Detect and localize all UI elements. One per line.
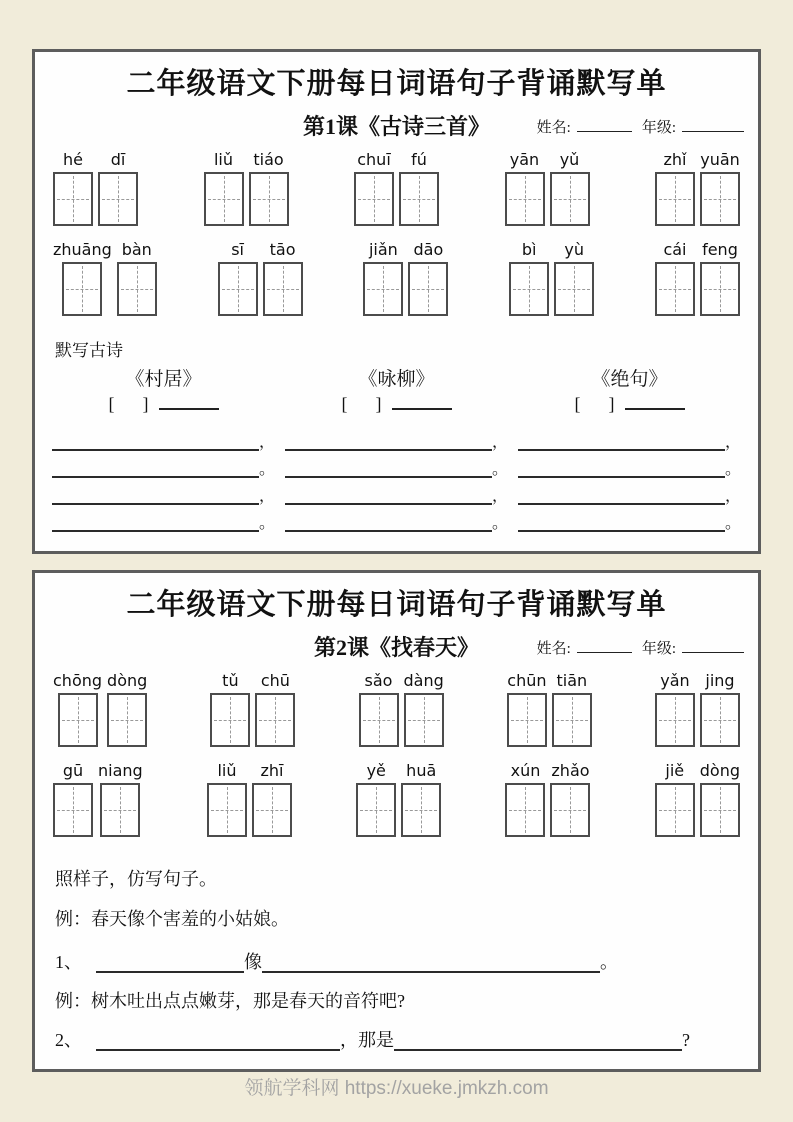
poem-title: 《咏柳》 [358,369,435,390]
pinyin-label: yuān [700,150,740,169]
character-cell [107,671,147,747]
dictation-blank [285,460,492,478]
character-cell [507,671,547,747]
author-bracket-row [280,394,513,422]
poem-title: 《村居》 [125,369,202,390]
author-blank [392,395,452,410]
name-grade-fields [537,637,744,658]
dictation-line-cell [47,451,280,478]
pinyin-label: huā [406,761,437,780]
page-title: 二年级语文下册每日词语句子背诵默写单 [126,68,667,100]
pinyin-label: zhǐ [663,150,687,169]
pinyin-label: xún [510,761,541,780]
dictation-line-row [47,451,746,478]
line-punct: 。 [492,461,509,478]
word-group [53,761,143,837]
tianzige-writing-box [363,262,403,316]
character-cell [505,761,545,837]
tianzige-writing-box [408,262,448,316]
question-number: 2、 [55,1030,82,1050]
pinyin-label: jiě [665,761,685,780]
author-blank [625,395,685,410]
pinyin-label: jing [705,671,735,690]
lesson-title: 第2课《找春天》 [313,635,479,660]
tianzige-writing-box [655,262,695,316]
dictation-line-cell [513,478,746,505]
tianzige-writing-box [210,693,250,747]
sentence-punct: ? [682,1030,690,1050]
page-title: 二年级语文下册每日词语句子背诵默写单 [126,589,667,621]
tianzige-writing-box [207,783,247,837]
tianzige-writing-box [53,783,93,837]
tianzige-writing-box [401,783,441,837]
character-cell [249,150,289,226]
tianzige-writing-box [655,693,695,747]
answer-blank [96,953,244,973]
author-bracket-row [513,394,746,422]
pinyin-label: yù [564,240,584,259]
character-cell [207,761,247,837]
pinyin-label: hé [63,150,83,169]
character-cell [354,150,394,226]
tianzige-writing-box [117,262,157,316]
pinyin-label: fú [411,150,427,169]
word-group [53,240,157,316]
pinyin-label: jiǎn [368,240,398,259]
dictation-blank [52,514,259,532]
pinyin-label: sī [231,240,244,259]
character-cell [655,150,695,226]
character-cell [401,761,441,837]
question-row-2 [55,1025,738,1051]
grade-label: 年级: [641,641,676,657]
dictation-line-cell [47,424,280,451]
pinyin-label: liǔ [217,761,237,780]
dictation-line-cell [280,478,513,505]
tianzige-writing-box [655,172,695,226]
answer-blank [394,1031,682,1051]
word-group [363,240,448,316]
character-cell [700,240,740,316]
character-cell [509,240,549,316]
character-cell [359,671,399,747]
tianzige-writing-box [700,693,740,747]
example-sentence-1: 例：春天像个害羞的小姑娘。 [55,909,289,929]
character-cell [700,671,740,747]
dictation-line-row [47,505,746,532]
pinyin-label: tāo [269,240,296,259]
pinyin-label: dàng [403,671,444,690]
character-cell [700,150,740,226]
character-cell [363,240,403,316]
dictation-line-cell [513,505,746,532]
line-punct: ， [259,434,276,451]
pinyin-label: dòng [107,671,148,690]
name-label: 姓名: [536,641,571,657]
character-cell [399,150,439,226]
line-punct: ， [725,488,742,505]
word-group [53,671,147,747]
example-sentence-2: 例：树木吐出点点嫩芽，那是春天的音符吧? [55,991,405,1011]
dictation-blank [518,433,725,451]
character-cell [98,150,138,226]
tianzige-writing-box [404,693,444,747]
character-cell [408,240,448,316]
character-cell [550,761,590,837]
character-cell [655,240,695,316]
dictation-blank [52,433,259,451]
tianzige-writing-box [53,172,93,226]
word-group [505,150,590,226]
question-number: 1、 [55,952,82,972]
name-grade-fields [537,116,744,137]
practice-prompt: 照样子，仿写句子。 [55,869,217,889]
tianzige-writing-box [554,262,594,316]
tianzige-writing-box [399,172,439,226]
worksheet-section-lesson2 [32,570,761,1072]
word-group [505,761,590,837]
pinyin-label: cái [663,240,687,259]
word-group [207,761,292,837]
dictation-line-cell [280,505,513,532]
tianzige-writing-box [700,262,740,316]
character-cell [552,671,592,747]
word-group [655,150,740,226]
dictation-line-cell [47,505,280,532]
pinyin-label: chū [260,671,290,690]
pinyin-label: dī [110,150,126,169]
poem-title: 《绝句》 [591,369,668,390]
poem-column [513,364,746,422]
grade-label: 年级: [641,120,676,136]
character-cell [210,671,250,747]
tianzige-writing-box [255,693,295,747]
dictation-line-cell [47,478,280,505]
tianzige-writing-box [252,783,292,837]
dictation-line-cell [513,424,746,451]
pinyin-label: chuī [357,150,391,169]
word-group [655,761,740,837]
name-blank [577,640,632,653]
pinyin-label: chōng [53,671,103,690]
question-row-1 [55,947,738,973]
character-cell [655,761,695,837]
word-group [218,240,303,316]
tianzige-writing-box [62,262,102,316]
dictation-line-row [47,424,746,451]
word-group [655,240,740,316]
line-punct: 。 [259,515,276,532]
lesson-title: 第1课《古诗三首》 [302,114,490,139]
character-cell [655,671,695,747]
dictation-line-cell [280,451,513,478]
tianzige-writing-box [100,783,140,837]
dictation-section-label: 默写古诗 [55,341,123,360]
word-group [53,150,138,226]
character-cell [404,671,444,747]
character-cell [700,761,740,837]
line-punct: 。 [725,515,742,532]
dictation-line-cell [513,451,746,478]
pinyin-word-row [35,761,758,837]
pinyin-label: yǎn [660,671,690,690]
dictation-blank [518,460,725,478]
word-group [210,671,295,747]
subtitle-row [35,631,758,661]
tianzige-writing-box [700,172,740,226]
line-punct: 。 [492,515,509,532]
character-cell [554,240,594,316]
word-group [655,671,740,747]
tianzige-writing-box [552,693,592,747]
bracket-close: ] [608,394,615,414]
line-punct: ， [492,434,509,451]
subtitle-row [35,110,758,140]
connector-word: ，那是 [340,1030,394,1050]
character-cell [505,150,545,226]
bracket-open: [ [108,394,115,414]
tianzige-writing-box [354,172,394,226]
dictation-blank [52,460,259,478]
word-group [359,671,444,747]
character-cell [98,761,143,837]
character-cell [263,240,303,316]
dictation-blank [285,487,492,505]
pinyin-label: zhǎo [551,761,590,780]
dictation-line-row [47,478,746,505]
tianzige-writing-box [550,172,590,226]
tianzige-writing-box [249,172,289,226]
connector-word: 像 [244,952,262,972]
pinyin-label: liǔ [213,150,234,169]
pinyin-label: chūn [507,671,547,690]
tianzige-writing-box [58,693,98,747]
dictation-blank [518,487,725,505]
pinyin-label: yān [509,150,540,169]
author-blank [159,395,219,410]
line-punct: ， [259,488,276,505]
name-label: 姓名: [536,120,571,136]
pinyin-label: yě [366,761,386,780]
pinyin-label: feng [702,240,738,259]
character-cell [53,671,102,747]
character-cell [252,761,292,837]
tianzige-writing-box [107,693,147,747]
tianzige-writing-box [655,783,695,837]
character-cell [53,240,112,316]
dictation-line-cell [280,424,513,451]
pinyin-label: zhī [260,761,284,780]
word-group [507,671,592,747]
pinyin-word-row [35,671,758,747]
tianzige-writing-box [263,262,303,316]
pinyin-word-row [35,240,758,316]
tianzige-writing-box [700,783,740,837]
sentence-practice-section [35,865,758,1051]
bracket-open: [ [341,394,348,414]
character-cell [53,761,93,837]
word-group [354,150,439,226]
site-watermark: 领航学科网 https://xueke.jmkzh.com [244,1078,549,1099]
character-cell [218,240,258,316]
dictation-blank [52,487,259,505]
poem-titles-row [35,364,758,422]
line-punct: 。 [259,461,276,478]
dictation-blank [285,514,492,532]
pinyin-label: yǔ [559,150,580,169]
grade-blank [682,640,744,653]
pinyin-label: tiān [556,671,588,690]
author-bracket-row [47,394,280,422]
pinyin-label: bàn [121,240,152,259]
pinyin-label: gū [62,761,84,780]
word-group [356,761,441,837]
pinyin-label: tiáo [253,150,284,169]
tianzige-writing-box [505,783,545,837]
character-cell [550,150,590,226]
tianzige-writing-box [550,783,590,837]
tianzige-writing-box [507,693,547,747]
line-punct: ， [725,434,742,451]
pinyin-label: zhuāng [53,240,112,259]
dictation-lines [35,424,758,532]
poem-column [47,364,280,422]
tianzige-writing-box [98,172,138,226]
character-cell [53,150,93,226]
dictation-blank [285,433,492,451]
bracket-close: ] [375,394,382,414]
pinyin-label: dāo [413,240,444,259]
character-cell [255,671,295,747]
character-cell [117,240,157,316]
tianzige-writing-box [356,783,396,837]
name-blank [577,119,632,132]
line-punct: ， [492,488,509,505]
bracket-open: [ [574,394,581,414]
pinyin-label: dòng [699,761,740,780]
worksheet-section-lesson1 [32,49,761,554]
word-group [204,150,289,226]
tianzige-writing-box [359,693,399,747]
tianzige-writing-box [509,262,549,316]
character-cell [356,761,396,837]
tianzige-writing-box [505,172,545,226]
pinyin-label: sǎo [364,671,393,690]
word-group [509,240,594,316]
line-punct: 。 [725,461,742,478]
pinyin-label: tǔ [222,671,239,690]
pinyin-word-row [35,150,758,226]
pinyin-label: niang [98,761,143,780]
bracket-close: ] [142,394,149,414]
tianzige-writing-box [204,172,244,226]
answer-blank [262,953,600,973]
answer-blank [96,1031,340,1051]
pinyin-label: bì [521,240,537,259]
grade-blank [682,119,744,132]
tianzige-writing-box [218,262,258,316]
poem-column [280,364,513,422]
character-cell [204,150,244,226]
sentence-punct: 。 [600,952,618,972]
dictation-blank [518,514,725,532]
